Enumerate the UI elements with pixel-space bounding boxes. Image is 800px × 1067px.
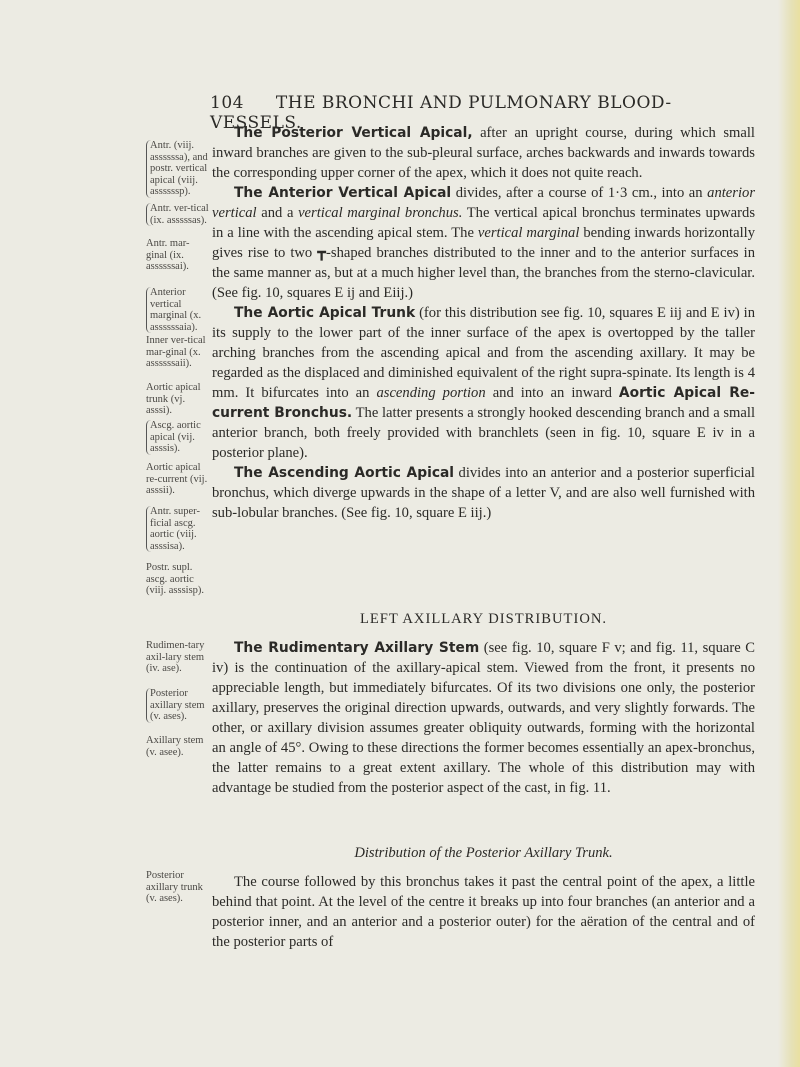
paragraph: The Rudimentary Axillary Stem (see fig. 10, square F v; and fig. 11, square C iv) is the continuation of the axillary-apical stem. Viewed from the front, it presents no appreciable length, but immediately bifurcates. Of its two divisions one only, the posterior axillary, preserves the original direction upwards, outwards, and very slightly forwards. The other, or axillary division assumes greater obliquity outwards, forming with the horizontal an angle of 45°. Owing to these directions the former becomes essentially an apex-bronchus, the latter remains to a great extent axillary. The whole of this distribution may with advantage be studied from the posterior aspect of the cast, in fig. 11. <box>212 640 755 796</box>
margin-note: Aortic apical trunk (vj. asssi). <box>146 382 201 416</box>
text-block <box>212 638 755 798</box>
margin-note: Antr. super-ficial ascg. aortic (viij. asssisa). <box>146 506 212 552</box>
margin-note: Antr. (viij. assssssa), and postr. vertical apical (viij. assssssp). <box>146 140 212 198</box>
margin-note: Postr. supl. ascg. aortic (viij. asssisp). <box>146 562 205 596</box>
paragraph: The Anterior Vertical Apical divides, after a course of 1·3 cm., into an anterior vertical and a vertical marginal bronchus. The vertical apical bronchus terminates upwards in a line with the ascending apical stem. The vertical marginal bending inwards horizontally gives rise to two ┳-shaped branches distributed to the inner and to the anterior surfaces in the same manner as, but at a much higher level than, the branches from the sterno-clavicular. (See fig. 10, squares E ij and Eiij.) <box>212 185 755 301</box>
text-block <box>212 123 755 523</box>
page-edge-shading <box>778 0 800 1067</box>
paragraph: The Aortic Apical Trunk (for this distribution see fig. 10, squares E iij and E iv) in its supply to the lower part of the inner surface of the apex is overtopped by the taller arching branches from the ascending apical and from the ascending axillary. It may be regarded as the displaced and diminished equivalent of the right supra-spinate. Its length is 4 mm. It bifurcates into an ascending portion and into an inward Aortic Apical Re-current Bronchus. The latter presents a strongly hooked descending branch and a small anterior branch, both freely provided with branchlets (seen in fig. 10, square E iv in a posterior plane). <box>212 305 756 461</box>
margin-note: Antr. mar-ginal (ix. assssssai). <box>146 238 190 272</box>
margin-note: Posterior axillary stem (v. ases). <box>146 688 212 723</box>
margin-note: Axillary stem (v. asee). <box>146 735 204 758</box>
margin-note: Posterior axillary trunk (v. ases). <box>146 870 203 904</box>
paragraph: The course followed by this bronchus takes it past the central point of the apex, a little behind that point. At the level of the centre it breaks up into four branches (an anterior and a posterior inner, and an anterior and a posterior outer) for the aëration of the central and of the posterior parts of <box>212 874 755 950</box>
paragraph: The Ascending Aortic Apical divides into an anterior and a posterior superficial bronchus, which diverge upwards in the shape of a letter V, and are also well furnished with sub-lobular branches. (See fig. 10, square E iij.) <box>212 465 755 521</box>
subheading: Distribution of the Posterior Axillary Trunk. <box>354 845 613 861</box>
margin-note: Anterior vertical marginal (x. assssssaia). <box>146 287 212 333</box>
margin-note: Aortic apical re-current (vij. asssii). <box>146 462 208 496</box>
text-block <box>212 872 755 952</box>
section-heading: LEFT AXILLARY DISTRIBUTION. <box>359 611 608 627</box>
margin-note: Antr. ver-tical (ix. asssssas). <box>146 203 212 226</box>
margin-note: Ascg. aortic apical (vij. asssis). <box>146 420 212 455</box>
paragraph: The Posterior Vertical Apical, after an upright course, during which small inward branches are given to the sub-pleural surface, arches backwards and inwards towards the corresponding upper corner of the apex, which it does not quite reach. <box>212 125 755 181</box>
running-title: THE BRONCHI AND PULMONARY BLOOD-VESSELS. <box>210 93 672 133</box>
margin-note: Rudimen-tary axil-lary stem (iv. ase). <box>146 640 205 674</box>
page-number: 104 <box>210 93 244 113</box>
margin-note: Inner ver-tical mar-ginal (x. assssssaii). <box>146 335 206 369</box>
